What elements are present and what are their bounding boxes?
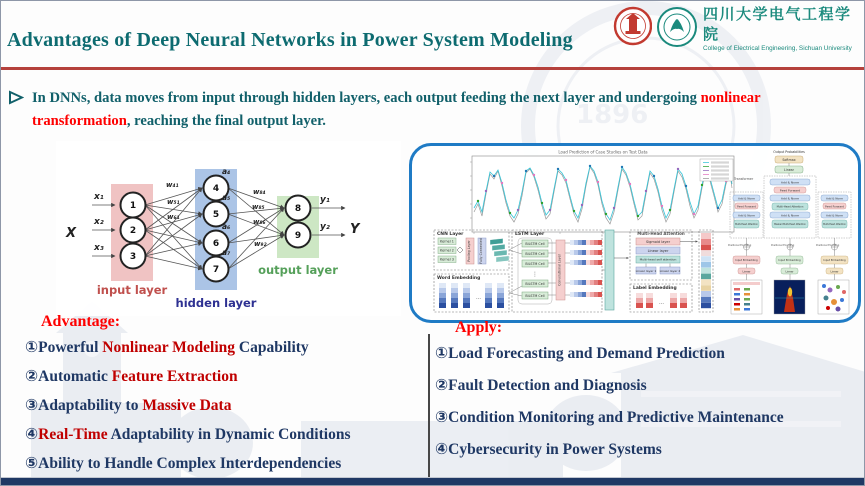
svg-text:BiLSTM Cell: BiLSTM Cell xyxy=(525,281,545,286)
svg-text:Y: Y xyxy=(350,222,360,237)
svg-text:Linear layer 1: Linear layer 1 xyxy=(635,268,657,273)
svg-text:Add & Norm: Add & Norm xyxy=(825,213,844,218)
svg-text:Linear layer 2: Linear layer 2 xyxy=(659,268,681,273)
bullet-text xyxy=(32,87,857,132)
svg-text:Positional Encoding: Positional Encoding xyxy=(771,244,795,247)
input-embeddings xyxy=(733,256,848,280)
svg-text:Word Embedding: Word Embedding xyxy=(437,276,481,281)
chart-title: Load Prediction of Case Studies on Test Data xyxy=(558,149,648,155)
transformer-right-stack xyxy=(818,192,851,238)
transformer-center-stack xyxy=(764,176,816,238)
svg-text:Add & Norm: Add & Norm xyxy=(780,213,800,218)
svg-text:Linear: Linear xyxy=(785,270,794,274)
svg-text:Multi-Head Attention: Multi-Head Attention xyxy=(823,223,846,226)
svg-text:BiLSTM Cell: BiLSTM Cell xyxy=(525,251,545,256)
advantage-item-3: ③Adaptability to Massive Data xyxy=(25,397,232,414)
svg-text:BiLSTM Cell: BiLSTM Cell xyxy=(525,241,545,246)
apply-item-2: ②Fault Detection and Diagnosis xyxy=(435,377,647,394)
bullet-paragraph xyxy=(9,87,857,132)
svg-text:X: X xyxy=(66,226,77,241)
feature-processing-bar xyxy=(605,230,614,310)
svg-text:…: … xyxy=(659,300,664,306)
svg-text:Feed Forward: Feed Forward xyxy=(779,188,801,193)
cnn-layer-box xyxy=(434,230,509,270)
bullet-pre: In DNNs, data moves from input through hidden layers, each output feeding the next layer and undergoing xyxy=(32,90,701,106)
svg-text:x₁: x₁ xyxy=(94,192,104,202)
footer-bar xyxy=(1,478,865,485)
advantage-item-1: ①Powerful Nonlinear Modeling Capability xyxy=(25,339,309,356)
word-embedding-box xyxy=(434,274,509,312)
transformer-left-stack xyxy=(730,192,763,238)
svg-text:3: 3 xyxy=(129,252,137,262)
svg-text:input layer: input layer xyxy=(96,283,168,297)
multi-head-attention-box xyxy=(630,230,692,280)
svg-text:5: 5 xyxy=(212,210,220,220)
bilstm-cells xyxy=(522,240,548,299)
svg-text:w₆₁: w₆₁ xyxy=(167,213,180,221)
svg-text:y₂: y₂ xyxy=(320,222,330,232)
svg-text:w₈₆: w₈₆ xyxy=(253,218,266,226)
title-underline-rule xyxy=(1,67,865,70)
svg-text:Sigmoid layer: Sigmoid layer xyxy=(645,239,671,244)
bullet-post: , reaching the final output layer. xyxy=(126,112,326,129)
svg-text:CNN Layer: CNN Layer xyxy=(437,232,464,237)
embedding-columns xyxy=(439,283,504,308)
svg-text:Input Embedding: Input Embedding xyxy=(735,259,758,262)
apply-item-4: ④Cybersecurity in Power Systems xyxy=(435,441,662,458)
svg-text:2: 2 xyxy=(129,226,137,236)
svg-text:Multi-head self attention: Multi-head self attention xyxy=(639,257,677,262)
advantage-section xyxy=(25,313,425,483)
sichuan-university-seal-red-icon xyxy=(613,5,652,47)
svg-text:y₁: y₁ xyxy=(320,195,330,205)
svg-text:Pooling Layer: Pooling Layer xyxy=(467,240,471,262)
svg-text:Fully Connected: Fully Connected xyxy=(479,238,483,264)
label-embedding-box xyxy=(630,284,692,312)
org-name-cn: 四川大学电气工程学院 xyxy=(703,7,852,43)
svg-text:LSTM Layer: LSTM Layer xyxy=(515,232,545,237)
svg-text:Transformer: Transformer xyxy=(734,177,754,181)
svg-text:4: 4 xyxy=(212,184,220,194)
svg-text:…: … xyxy=(476,295,481,301)
chart-legend xyxy=(700,159,733,181)
svg-text:9: 9 xyxy=(294,231,302,241)
svg-text:Add & Norm: Add & Norm xyxy=(737,213,756,218)
svg-text:Linear: Linear xyxy=(784,167,794,172)
load-forecast-chart xyxy=(470,150,734,235)
svg-text:6: 6 xyxy=(212,239,220,249)
svg-text:x₂: x₂ xyxy=(94,217,104,227)
svg-text:Kernel 2: Kernel 2 xyxy=(440,248,454,253)
svg-text:a₅: a₅ xyxy=(222,193,231,202)
output-vector-bar xyxy=(699,230,713,312)
svg-text:hidden layer: hidden layer xyxy=(175,296,257,310)
svg-text:Linear layer: Linear layer xyxy=(647,248,669,253)
transformer-diagram xyxy=(728,150,851,314)
apply-item-1: ①Load Forecasting and Demand Prediction xyxy=(435,345,725,362)
svg-text:⋮: ⋮ xyxy=(532,271,538,278)
svg-text:Kernel 1: Kernel 1 xyxy=(440,239,454,244)
advantage-title: Advantage: xyxy=(41,313,121,330)
column-divider xyxy=(428,334,430,478)
svg-text:w₉₂: w₉₂ xyxy=(254,240,267,248)
svg-text:Kernel 3: Kernel 3 xyxy=(440,257,454,262)
advantage-item-5: ⑤Ability to Handle Complex Interdependencies xyxy=(25,455,342,472)
svg-text:BiLSTM Cell: BiLSTM Cell xyxy=(525,293,545,298)
seal-year-text: 1896 xyxy=(576,100,649,130)
svg-text:Linear: Linear xyxy=(830,270,839,274)
svg-text:Input Embedding: Input Embedding xyxy=(778,259,801,262)
svg-text:1: 1 xyxy=(129,201,137,211)
sichuan-university-emblem-teal-icon xyxy=(656,5,697,49)
dnn-application-figure xyxy=(409,143,861,323)
svg-text:a₄: a₄ xyxy=(222,167,231,176)
advantage-item-4: ④Real-Time Adaptability in Dynamic Conditions xyxy=(25,426,351,443)
svg-text:Convolutional Layer: Convolutional Layer xyxy=(557,254,562,286)
header-logos xyxy=(613,5,864,52)
apply-title: Apply: xyxy=(455,319,503,336)
svg-text:Masked Multi-Head Attention: Masked Multi-Head Attention xyxy=(774,223,806,227)
apply-section xyxy=(435,319,861,472)
org-name-en: College of Electrical Engineering, Sichuan University xyxy=(703,45,852,52)
feature-map-stack xyxy=(490,238,509,263)
svg-text:Multi-Head Attention: Multi-Head Attention xyxy=(776,205,804,209)
svg-text:Multi-Head Attention: Multi-Head Attention xyxy=(637,231,685,236)
bullet-arrow-icon xyxy=(9,90,24,106)
transformer-input-thumbnails xyxy=(731,280,849,314)
svg-text:Multi-Head Attention: Multi-Head Attention xyxy=(735,223,758,226)
apply-item-3: ③Condition Monitoring and Predictive Maintenance xyxy=(435,409,784,426)
svg-text:a₇: a₇ xyxy=(222,248,231,257)
svg-text:Add & Norm: Add & Norm xyxy=(737,196,756,201)
svg-text:x₃: x₃ xyxy=(94,243,104,253)
svg-text:Add & Norm: Add & Norm xyxy=(780,180,800,185)
svg-text:Output Probabilities: Output Probabilities xyxy=(773,150,805,154)
svg-text:a₆: a₆ xyxy=(222,222,231,231)
svg-text:w₈₅: w₈₅ xyxy=(252,203,265,211)
svg-text:Positional Encoding: Positional Encoding xyxy=(728,244,752,247)
svg-text:Softmax: Softmax xyxy=(782,157,796,162)
svg-text:8: 8 xyxy=(294,204,302,214)
svg-text:w₅₁: w₅₁ xyxy=(167,198,180,206)
org-name-block xyxy=(703,5,864,52)
lstm-layer-box xyxy=(509,230,602,312)
positional-encoding-nodes xyxy=(744,238,838,256)
svg-text:Add & Norm: Add & Norm xyxy=(825,196,844,201)
svg-text:Positional Encoding: Positional Encoding xyxy=(816,244,840,247)
svg-text:BiLSTM Cell: BiLSTM Cell xyxy=(525,261,545,266)
bullet-highlight: nonlinear transformation xyxy=(32,90,761,129)
svg-text:Input Embedding: Input Embedding xyxy=(823,259,846,262)
svg-text:Feed Forward: Feed Forward xyxy=(825,204,844,209)
neural-network-diagram xyxy=(56,141,401,316)
lstm-output-strips xyxy=(570,240,602,297)
svg-text:Feed Forward: Feed Forward xyxy=(737,204,756,209)
svg-text:Linear: Linear xyxy=(742,270,751,274)
svg-text:w₄₁: w₄₁ xyxy=(166,181,179,189)
svg-text:w₈₄: w₈₄ xyxy=(253,188,266,196)
svg-text:Add & Norm: Add & Norm xyxy=(780,196,800,201)
advantage-item-2: ②Automatic Feature Extraction xyxy=(25,368,238,385)
svg-text:output layer: output layer xyxy=(258,263,338,277)
page-title: Advantages of Deep Neural Networks in Power System Modeling xyxy=(7,29,573,51)
svg-text:Label Embedding: Label Embedding xyxy=(633,286,677,291)
svg-text:7: 7 xyxy=(212,265,220,275)
